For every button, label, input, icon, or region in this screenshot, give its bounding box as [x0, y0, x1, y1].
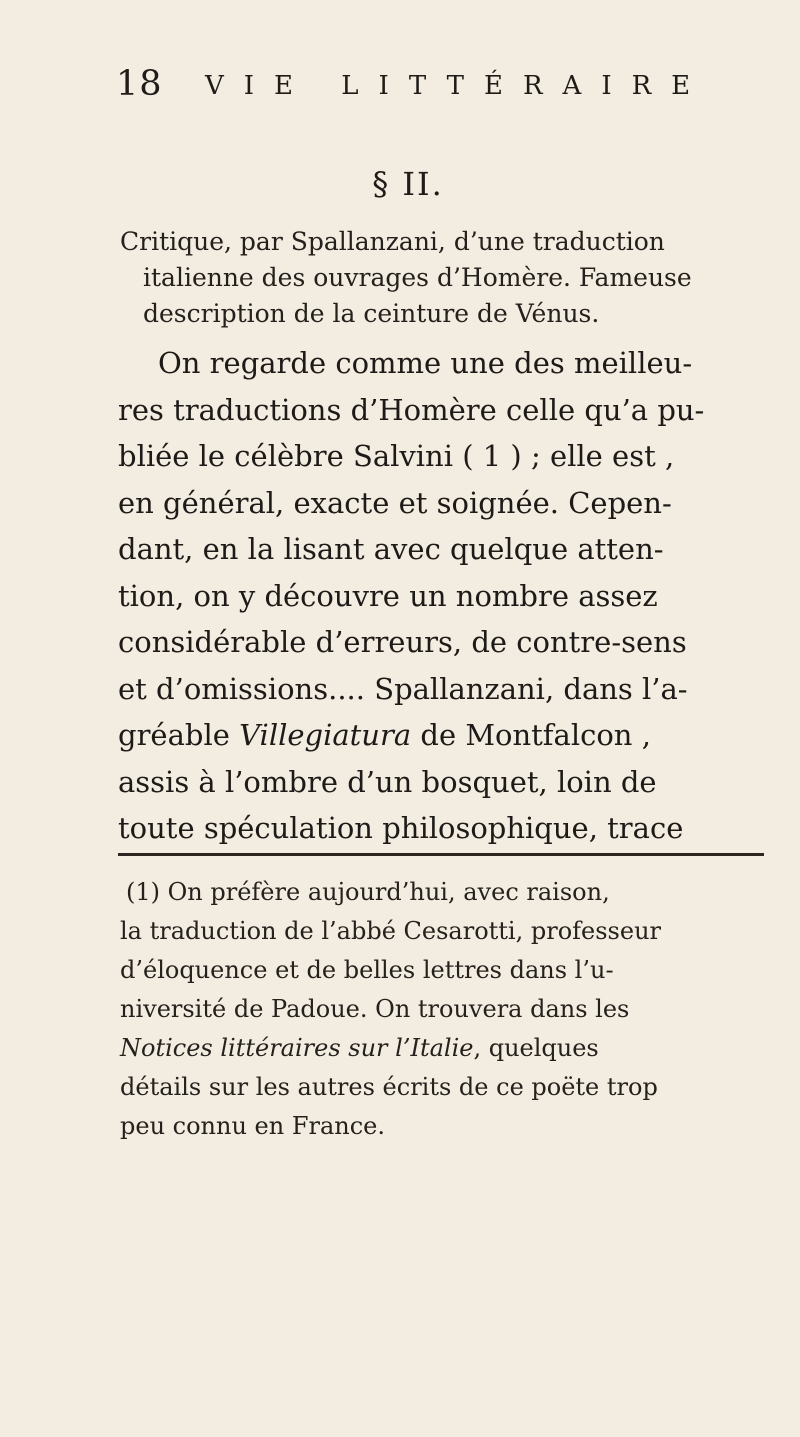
footnote [120, 873, 764, 1146]
paragraph-line: bliée le célèbre Salvini ( 1 ) ; elle est , [118, 439, 675, 473]
running-title: VIE LITTÉRAIRE [205, 71, 711, 101]
footnote-line: la traduction de l’abbé Cesarotti, professeur [120, 917, 661, 945]
summary-line: italienne des ouvrages d’Homère. Fameuse [143, 263, 692, 292]
page-number: 18 [116, 64, 163, 104]
footnote-line: d’éloquence et de belles lettres dans l’u- [120, 956, 614, 984]
running-header [0, 64, 800, 111]
line-text: de Montfalcon , [411, 718, 651, 752]
summary-line: Critique, par Spallanzani, d’une traduction [120, 227, 665, 256]
section-heading: § II. [372, 165, 444, 203]
paragraph-line: dant, en la lisant avec quelque atten- [118, 532, 664, 566]
paragraph-line: On regarde comme une des meilleu- [158, 346, 693, 380]
footnote-separator [118, 853, 764, 856]
footnote-line: (1) On préfère aujourd’hui, avec raison, [126, 878, 610, 906]
italic-title: Notices littéraires sur l’Italie [120, 1034, 474, 1062]
paragraph-line: et d’omissions.... Spallanzani, dans l’a- [118, 671, 688, 706]
paragraph-line: res traductions d’Homère celle qu’a pu- [118, 392, 705, 427]
italic-title: Villegiatura [239, 718, 412, 752]
paragraph-line: toute spéculation philosophique, trace [118, 811, 684, 845]
footnote-line: détails sur les autres écrits de ce poëte trop [120, 1073, 658, 1101]
section-summary [120, 224, 760, 332]
paragraph-line [118, 712, 764, 759]
paragraph-line: tion, on y découvre un nombre assez [118, 578, 658, 613]
main-paragraph [118, 340, 764, 852]
footnote-line: niversité de Padoue. On trouvera dans les [120, 995, 630, 1023]
paragraph-line: assis à l’ombre d’un bosquet, loin de [118, 764, 657, 799]
summary-line: description de la ceinture de Vénus. [143, 299, 600, 328]
paragraph-line: en général, exacte et soignée. Cepen- [118, 485, 672, 520]
footnote-line [120, 1029, 764, 1068]
line-text: gréable [118, 718, 240, 752]
footnote-line: peu connu en France. [120, 1112, 385, 1140]
line-text: , quelques [473, 1034, 599, 1062]
paragraph-line: considérable d’erreurs, de contre-sens [118, 625, 687, 659]
